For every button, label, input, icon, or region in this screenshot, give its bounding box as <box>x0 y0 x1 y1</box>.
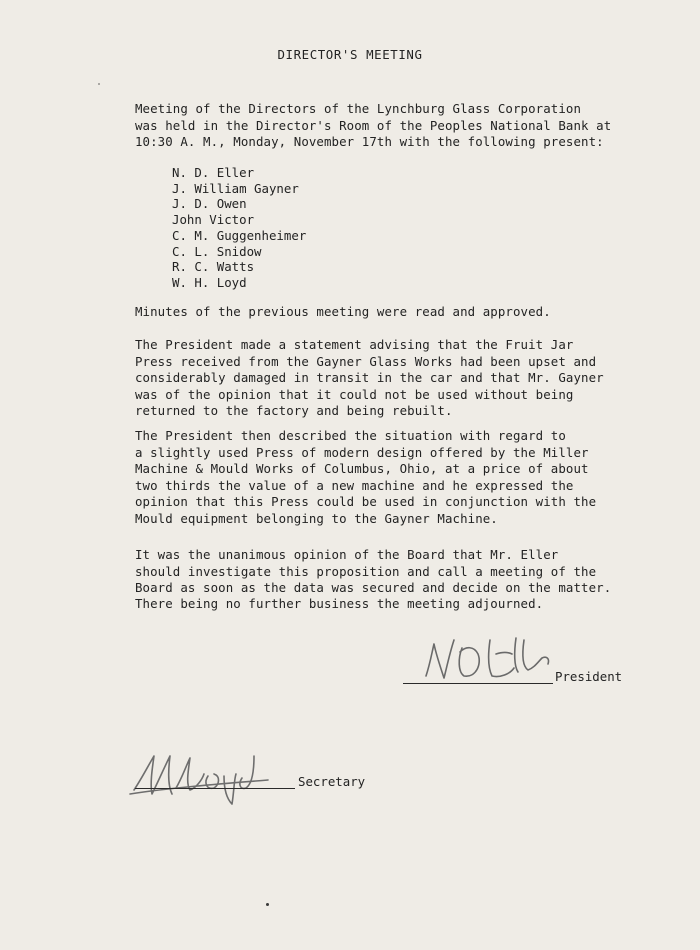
secretary-signature-line <box>135 788 295 789</box>
fruit-jar-press-paragraph: The President made a statement advising that the Fruit Jar Press received from the Gayner Glass Works had been upset and considerably damaged in transit in the car and that Mr. Gayner was of the opinion that it could not be used without being returned to the factory and being rebuilt. <box>135 337 604 418</box>
secretary-label: Secretary <box>298 774 366 789</box>
attendee-name: J. D. Owen <box>172 196 247 212</box>
closing-paragraph: There being no further business the meeting adjourned. <box>135 596 544 611</box>
paper-speck <box>266 903 269 906</box>
attendee-name: R. C. Watts <box>172 259 255 275</box>
attendee-name: C. M. Guggenheimer <box>172 227 307 243</box>
attendee-list <box>172 165 306 291</box>
attendee-name: John Victor <box>172 212 255 228</box>
document-title: DIRECTOR'S MEETING <box>277 47 423 62</box>
board-opinion-paragraph: It was the unanimous opinion of the Board that Mr. Eller should investigate this proposition and call a meeting of the Board as soon as the data was secured and decide on the matter. <box>135 547 612 595</box>
paper-speck <box>98 83 100 85</box>
minutes-paragraph: Minutes of the previous meeting were read and approved. <box>135 304 551 319</box>
president-signature-line <box>403 683 553 684</box>
intro-paragraph: Meeting of the Directors of the Lynchburg Glass Corporation was held in the Director's Room of the Peoples National Bank at 10:30 A. M., Monday, November 17th with the following present: <box>135 101 612 149</box>
miller-machine-paragraph: The President then described the situation with regard to a slightly used Press of modern design offered by the Miller Machine & Mould Works of Columbus, Ohio, at a price of about two thirds the value of a new machine and he expressed the opinion that this Press could be used in conjunction with the Mould equipment belonging to the Gayner Machine. <box>135 428 597 526</box>
president-signature <box>410 628 560 688</box>
attendee-name: J. William Gayner <box>172 180 299 196</box>
president-label: President <box>555 669 623 684</box>
attendee-name: W. H. Loyd <box>172 274 247 290</box>
attendee-name: N. D. Eller <box>172 165 255 180</box>
secretary-signature <box>128 748 278 808</box>
attendee-name: C. L. Snidow <box>172 243 262 259</box>
